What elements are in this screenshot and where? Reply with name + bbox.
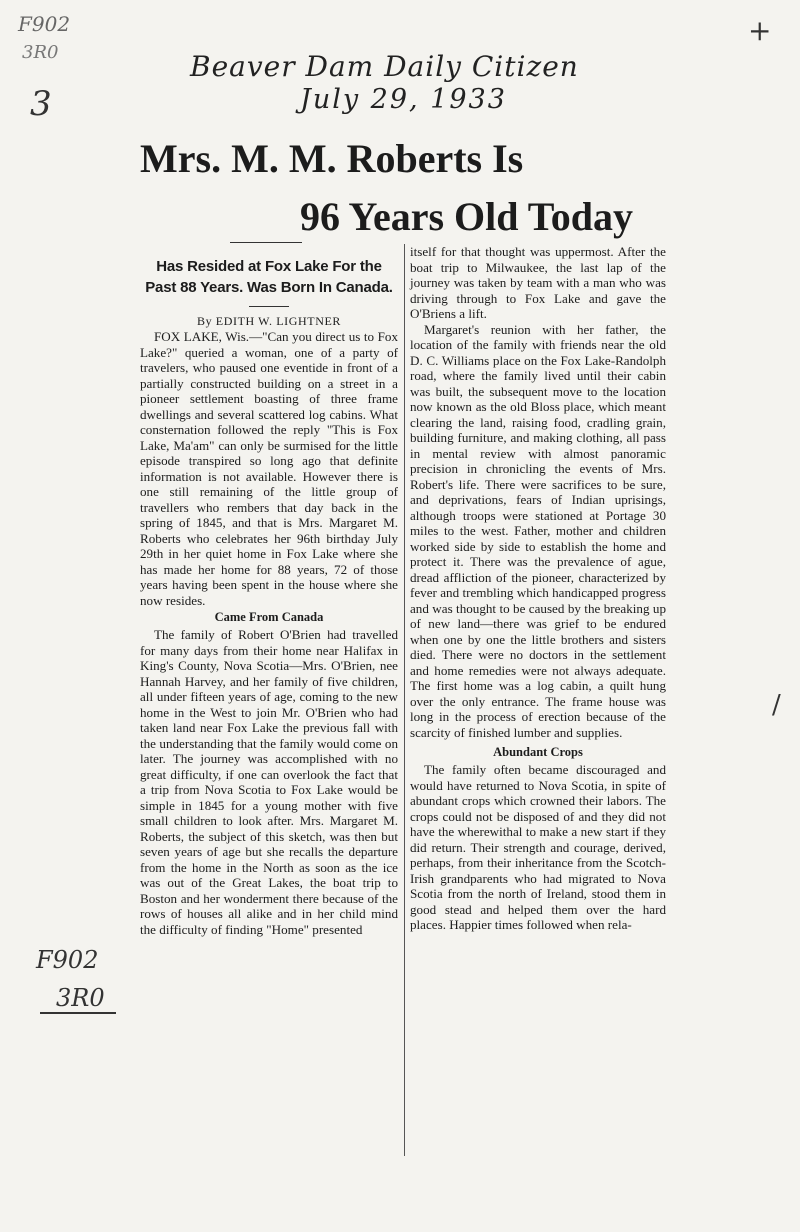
article-paragraph: The family of Robert O'Brien had travelled for many days from their home near Halifax in King's County, Nova Scotia—Mrs. O'Brien, nee Hannah Harvey, and her family of five children, all under fifteen years of age, coming to the new home in the West to join Mr. O'Brien who had taken land near Fox Lake the previous fall with the understanding that the family would come on later. The journey was accomplished with no great difficulty, if one can overlook the fact that a trip from Nova Scotia to Fox Lake would be simple in 1845 for a young mother with five small children to look after. Mrs. Margaret M. Roberts, the subject of this sketch, was then but seven years of age but she recalls the departure from the home in the North as soon as the ice was out of the Great Lakes, the boat trip to Boston and her wonderment there because of the rows of houses all alike and in her child mind the difficulty of finding "Home" presented bbox=[140, 627, 398, 937]
archive-code-note-2: 3R0 bbox=[22, 42, 59, 63]
margin-tick-mark: / bbox=[772, 690, 781, 720]
article-paragraph: FOX LAKE, Wis.—"Can you direct us to Fox Lake?" queried a woman, one of a party of travelers, who paused one eventide in front of a partially constructed building on a street in a pioneer settlement boasting of three frame dwellings and several scattered log cabins. What consternation followed the reply "This is Fox Lake, Ma'am" can only be surmised for the little episode transpired so long ago that definite information is not available. However there is one still remaining of the little group of travellers who rembers that day back in the spring of 1845, and that is Mrs. Margaret M. Roberts who celebrates her 96th birthday July 29th in her quiet home in Fox Lake where she has made her home for 88 years, 72 of those years having been spent in the house where she now resides. bbox=[140, 329, 398, 608]
subhead-top-rule bbox=[230, 242, 302, 243]
article-subhead: Has Resided at Fox Lake For the Past 88 Years. Was Born In Canada. bbox=[145, 258, 393, 296]
headline bbox=[140, 130, 660, 246]
page-number-note: 3 bbox=[30, 84, 52, 124]
article-paragraph: Margaret's reunion with her father, the location of the family with friends near the old D. C. Williams place on the Fox Lake-Randolph road, where the family lived until their cabin was built, the subsequent move to the location now known as the old Bloss place, which meant clearing the land, raising food, cradling grain, building furniture, and making clothing, all pass in mental review with almost panoramic precision in chronicling the events of Mrs. Robert's life. There were sacrifices to be sure, and deprivations, fears of Indian uprisings, although troops were stationed at Portage 30 miles to the west. Father, mother and children worked side by side to establish the home and protect it. There was the prevalence of ague, dread affliction of the pioneer, characterized by fever and trembling which handicapped progress and was thought to be caused by the breaking up of new land—there was grief to be endured when one by one the little brothers and sisters died. There were no doctors in the settlement and home remedies were not always adequate. The first home was a log cabin, a quilt hung over the only entrance. The frame house was long in the process of erection because of the scarcity of finished lumber and supplies. bbox=[410, 321, 666, 740]
article-paragraph: itself for that thought was uppermost. After the boat trip to Milwaukee, the last lap of the journey was taken by team with a man who was driving through to Fox Lake and gave the O'Briens a lift. bbox=[410, 244, 666, 321]
byline: By EDITH W. LIGHTNER bbox=[197, 314, 341, 328]
margin-underline bbox=[40, 1012, 116, 1014]
column-divider bbox=[404, 244, 405, 1156]
section-heading-came-from-canada: Came From Canada bbox=[214, 610, 324, 624]
newspaper-name: Beaver Dam Daily Citizen bbox=[190, 50, 579, 83]
headline-line-1: Mrs. M. M. Roberts Is bbox=[140, 136, 524, 181]
headline-line-2: 96 Years Old Today bbox=[300, 194, 634, 239]
margin-code-note-2: 3R0 bbox=[56, 984, 105, 1012]
margin-code-note: F902 bbox=[36, 946, 99, 974]
article-column-left bbox=[140, 244, 398, 937]
publication-date: July 29, 1933 bbox=[300, 84, 507, 115]
article-paragraph: The family often became discouraged and would have returned to Nova Scotia, in spite of abundant crops which crowned their labors. The crops could not be disposed of and they did not have the wherewithal to make a new start if they did return. Their strength and courage, derived, perhaps, from their inheritance from the Scotch-Irish grandparents who had migrated to Nova Scotia from the north of Ireland, stood them in good stead and helped them over the hard places. Happier times followed when rela- bbox=[410, 762, 666, 932]
section-heading-abundant-crops: Abundant Crops bbox=[493, 745, 583, 759]
archive-code-note: F902 bbox=[18, 12, 71, 36]
corner-mark: + bbox=[748, 14, 772, 47]
subhead-rule bbox=[249, 306, 289, 307]
article-column-right bbox=[410, 244, 666, 933]
